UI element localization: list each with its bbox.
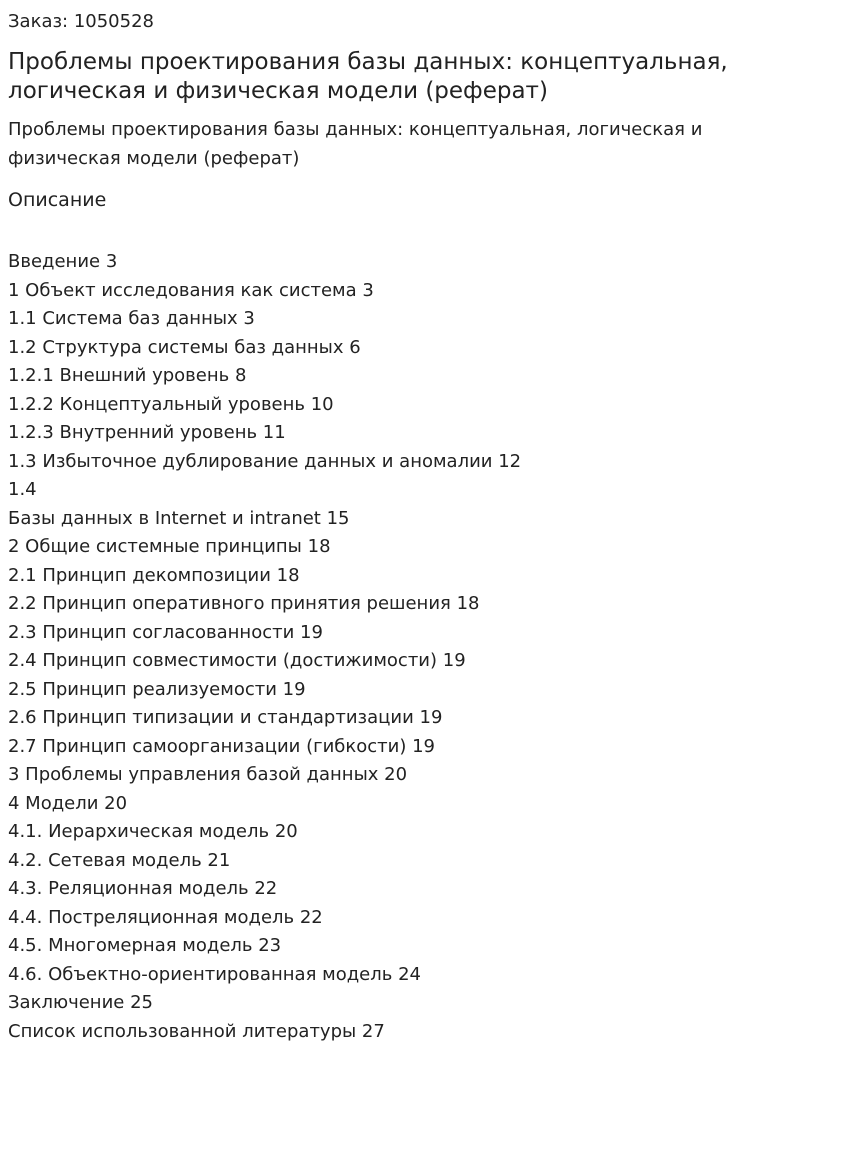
toc-item: 1.2.1 Внешний уровень 8 [8,365,247,386]
toc-item: 4.1. Иерархическая модель 20 [8,821,298,842]
description-heading: Описание [8,189,107,211]
page-subtitle: Проблемы проектирования базы данных: концептуальная, логическая и физическая модели (реферат) [8,119,703,169]
page-title: Проблемы проектирования базы данных: концептуальная, логическая и физическая модели (реферат) [8,49,728,104]
toc-item: 2.2 Принцип оперативного принятия решения 18 [8,593,480,614]
toc-item: 1.2.3 Внутренний уровень 11 [8,422,286,443]
toc-item: 2.7 Принцип самоорганизации (гибкости) 19 [8,735,435,757]
toc-item: 3 Проблемы управления базой данных 20 [8,764,408,785]
toc-item: 1 Объект исследования как система 3 [8,279,374,301]
toc-item: 4.4. Постреляционная модель 22 [8,906,323,928]
toc-item: Список использованной литературы 27 [8,1020,385,1042]
toc-item: 1.3 Избыточное дублирование данных и аномалии 12 [8,450,522,472]
toc-item: 2 Общие системные принципы 18 [8,536,331,557]
toc-item: Базы данных в Internet и intranet 15 [8,507,350,529]
toc-item: 2.4 Принцип совместимости (достижимости) 19 [8,650,466,671]
toc-item: 1.4 [8,479,37,500]
toc-item: 2.1 Принцип декомпозиции 18 [8,564,300,586]
toc-item: 4 Модели 20 [8,792,128,814]
toc-item: 1.2.2 Концептуальный уровень 10 [8,393,334,415]
toc-item: 2.6 Принцип типизации и стандартизации 19 [8,707,443,728]
toc-item: 4.6. Объектно-ориентированная модель 24 [8,963,421,985]
toc-item: 4.2. Сетевая модель 21 [8,849,231,871]
toc-item: 1.1 Система баз данных 3 [8,308,255,329]
toc-item: 2.5 Принцип реализуемости 19 [8,678,306,700]
toc-item: Введение 3 [8,251,118,272]
table-of-contents [8,248,521,1046]
toc-item: 2.3 Принцип согласованности 19 [8,621,323,643]
toc-item: Заключение 25 [8,992,153,1013]
toc-item: 4.5. Многомерная модель 23 [8,935,282,956]
order-number: Заказ: 1050528 [8,11,154,32]
toc-item: 1.2 Структура системы баз данных 6 [8,336,361,358]
toc-item: 4.3. Реляционная модель 22 [8,878,278,899]
